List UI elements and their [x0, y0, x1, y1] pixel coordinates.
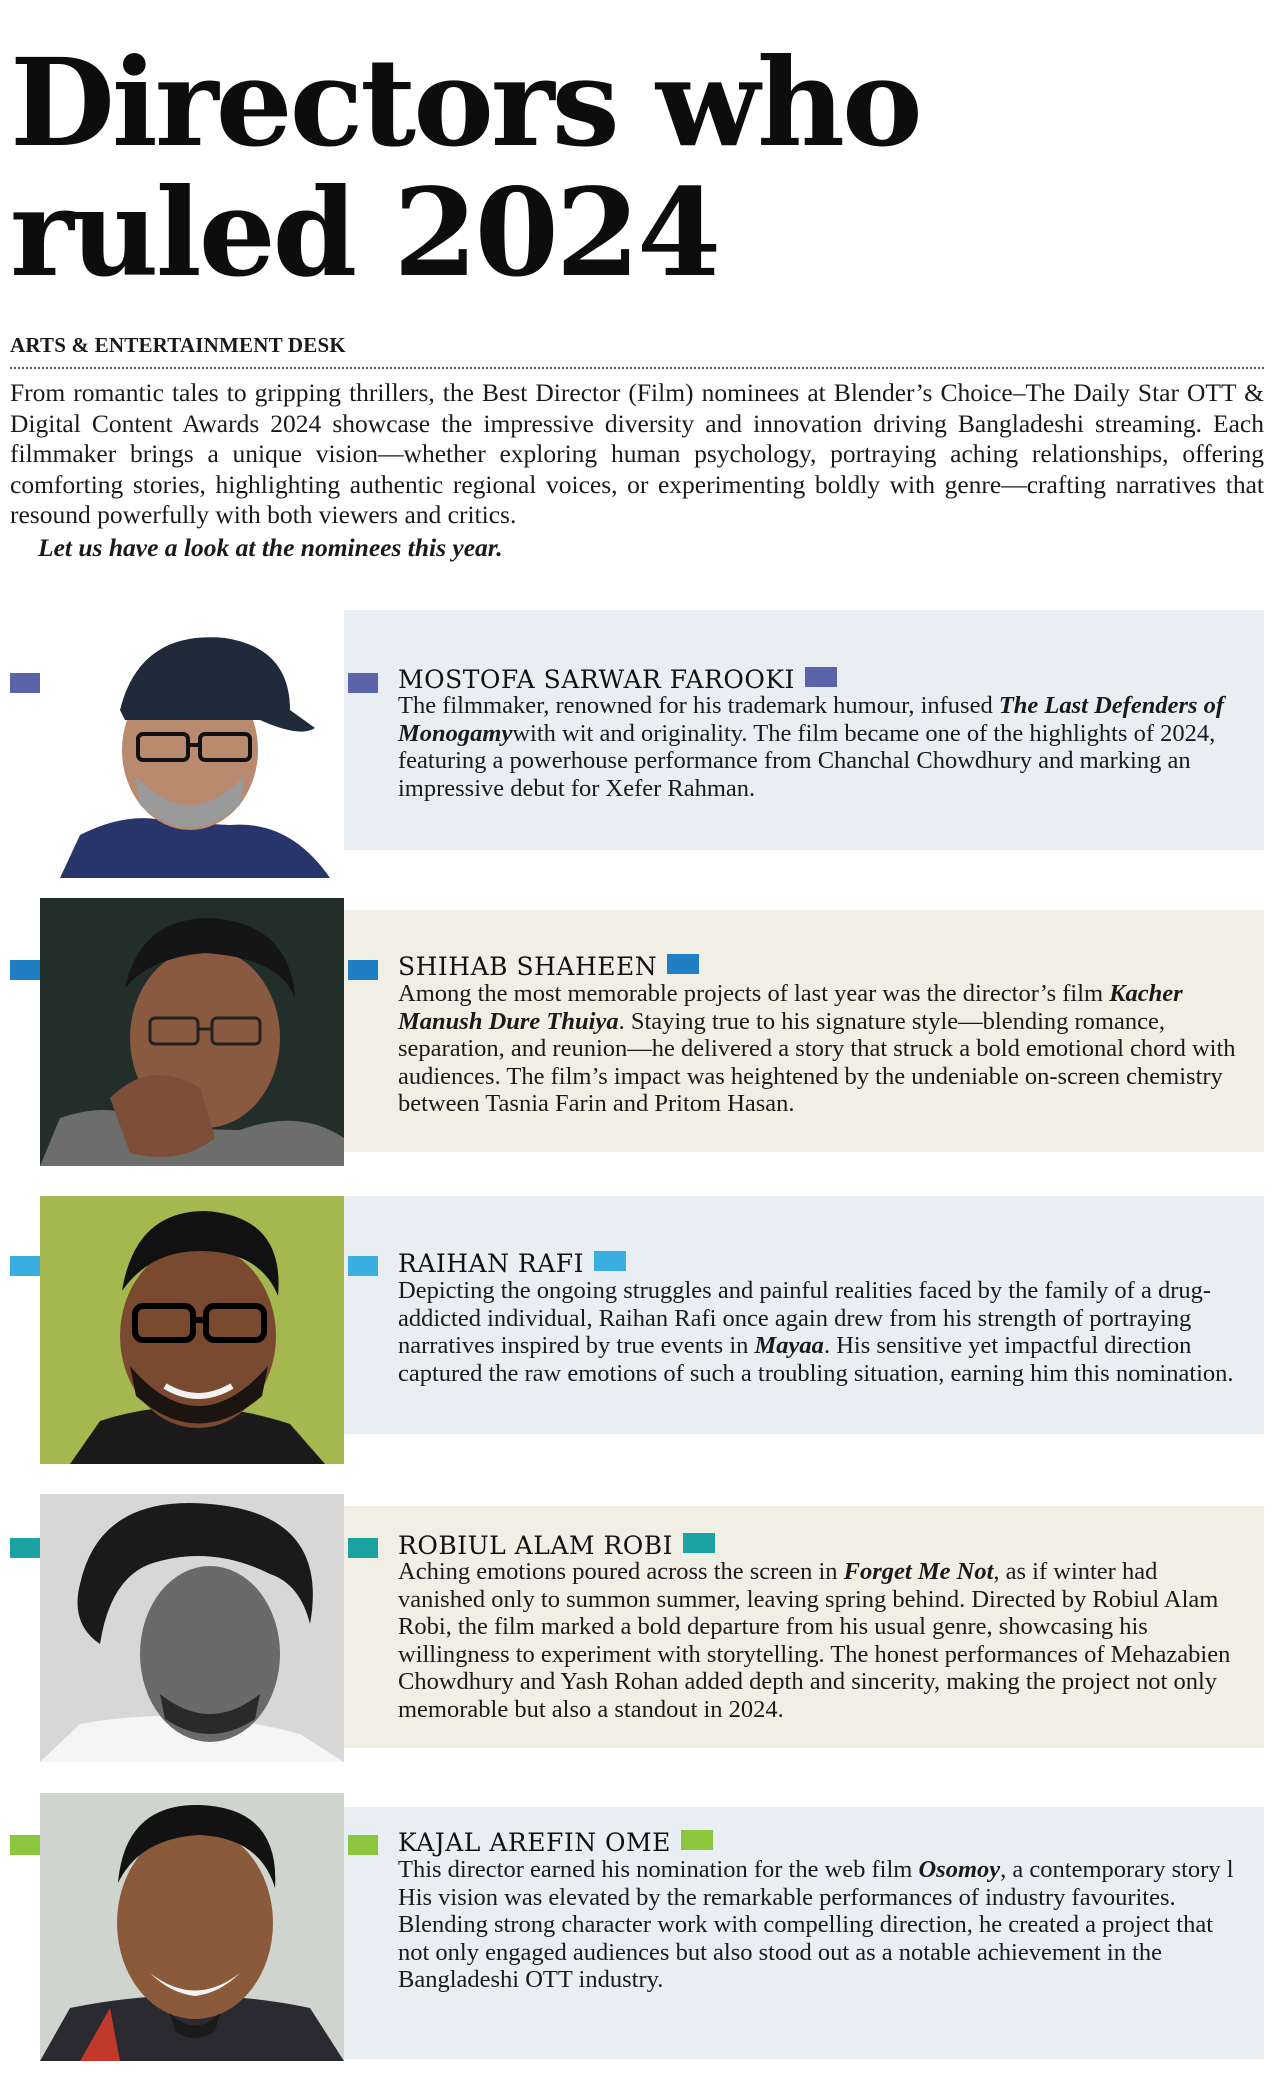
nominee-name-text: ROBIUL ALAM ROBI: [398, 1531, 674, 1560]
name-marker: [348, 960, 378, 980]
nominee-description: [398, 980, 1248, 1118]
name-accent-square: [805, 667, 837, 687]
nominee-name: [398, 952, 699, 981]
left-marker: [10, 1835, 40, 1855]
film-title: The Last Defenders of Monogamy: [398, 692, 1225, 747]
desc-text: This director earned his nomination for the web film: [398, 1856, 919, 1883]
name-marker: [348, 1835, 378, 1855]
nominee-name-text: KAJAL AREFIN OME: [398, 1828, 671, 1857]
nominee-name: [398, 1531, 715, 1560]
desc-text: , a contemporary story l His vision was elevated by the remarkable performances of industry favourites. Blending strong character work with compelling direction, he created a project that not only engaged audiences but also stood out as a notable achievement in the Bangladeshi OTT industry.: [398, 1856, 1234, 1993]
director-photo: [40, 610, 344, 878]
left-marker: [10, 673, 40, 693]
headline-line-1: Directors who: [10, 31, 920, 174]
left-marker: [10, 1538, 40, 1558]
nominee-name-text: MOSTOFA SARWAR FAROOKI: [398, 665, 795, 694]
name-accent-square: [681, 1830, 713, 1850]
headline-line-2: ruled 2024: [10, 161, 719, 304]
nominee-entry-shaheen: [0, 898, 1274, 1166]
nominee-entry-ome: [0, 1793, 1274, 2061]
director-photo: [40, 898, 344, 1166]
nominee-entry-farooki: [0, 610, 1274, 878]
lead-in: Let us have a look at the nominees this year.: [38, 533, 503, 562]
nominee-name-text: RAIHAN RAFI: [398, 1249, 585, 1278]
nominee-description: [398, 1277, 1248, 1387]
nominee-entry-rafi: [0, 1196, 1274, 1464]
headline: [10, 31, 1250, 304]
desc-text: . Staying true to his signature style—blending romance, separation, and reunion—he delivered a story that struck a bold emotional chord with audiences. The film’s impact was heightened by the undeniable on-screen chemistry between Tasnia Farin and Pritom Hasan.: [398, 1007, 1236, 1117]
dotted-divider: [10, 367, 1264, 369]
intro-paragraph: From romantic tales to gripping thrillers, the Best Director (Film) nominees at Blender’s Choice–The Daily Star OTT & Digital Content Awards 2024 showcase the impressive diversity and innovation driving Bangladeshi streaming. Each filmmaker brings a unique vision—whether exploring human psychology, portraying aching relationships, offering comforting stories, highlighting authentic regional voices, or experimenting boldly with genre—crafting narratives that resound powerfully with both viewers and critics.: [10, 378, 1264, 529]
name-marker: [348, 1538, 378, 1558]
desc-text: . His sensitive yet impactful direction captured the raw emotions of such a troubling situation, earning him this nomination.: [398, 1332, 1234, 1387]
nominee-description: [398, 692, 1248, 802]
name-marker: [348, 1256, 378, 1276]
name-marker: [348, 673, 378, 693]
left-marker: [10, 960, 40, 980]
nominee-name: [398, 665, 837, 694]
nominee-name-text: SHIHAB SHAHEEN: [398, 952, 658, 981]
portrait-illustration: [40, 1196, 344, 1464]
director-photo: [40, 1196, 344, 1464]
name-accent-square: [683, 1533, 715, 1553]
byline: ARTS & ENTERTAINMENT DESK: [10, 333, 346, 357]
name-accent-square: [667, 954, 699, 974]
nominee-name: [398, 1249, 626, 1278]
portrait-illustration: [40, 1793, 344, 2061]
desc-text: with wit and originality. The film became one of the highlights of 2024, featuring a powerhouse performance from Chanchal Chowdhury and marking an impressive debut for Xefer Rahman.: [398, 719, 1216, 802]
nominee-description: [398, 1856, 1248, 1994]
name-accent-square: [594, 1251, 626, 1271]
film-title: Forget Me Not: [843, 1558, 994, 1585]
director-photo: [40, 1494, 344, 1762]
nominee-description: [398, 1558, 1248, 1723]
desc-text: The filmmaker, renowned for his trademark humour, infused: [398, 692, 999, 719]
desc-text: , as if winter had vanished only to summon summer, leaving spring behind. Directed by Robiul Alam Robi, the film marked a bold departure from his usual genre, showcasing his willingness to experiment with storytelling. The honest performances of Mehazabien Chowdhury and Yash Rohan added depth and sincerity, making the project not only memorable but also a standout in 2024.: [398, 1558, 1231, 1723]
nominee-entry-robi: [0, 1494, 1274, 1762]
director-photo: [40, 1793, 344, 2063]
left-marker: [10, 1256, 40, 1276]
film-title: Kacher Manush Dure Thuiya: [398, 980, 1183, 1035]
nominee-name: [398, 1828, 713, 1857]
desc-text: Depicting the ongoing struggles and painful realities faced by the family of a drug-addicted individual, Raihan Rafi once again drew from his strength of portraying narratives inspired by true events in: [398, 1277, 1212, 1359]
portrait-illustration: [40, 610, 344, 878]
film-title: Mayaa: [754, 1332, 824, 1359]
desc-text: Aching emotions poured across the screen in: [398, 1558, 844, 1585]
film-title: Osomoy: [918, 1856, 1001, 1883]
portrait-illustration: [40, 898, 344, 1166]
desc-text: Among the most memorable projects of last year was the director’s film: [398, 980, 1110, 1007]
portrait-illustration: [40, 1494, 344, 1762]
